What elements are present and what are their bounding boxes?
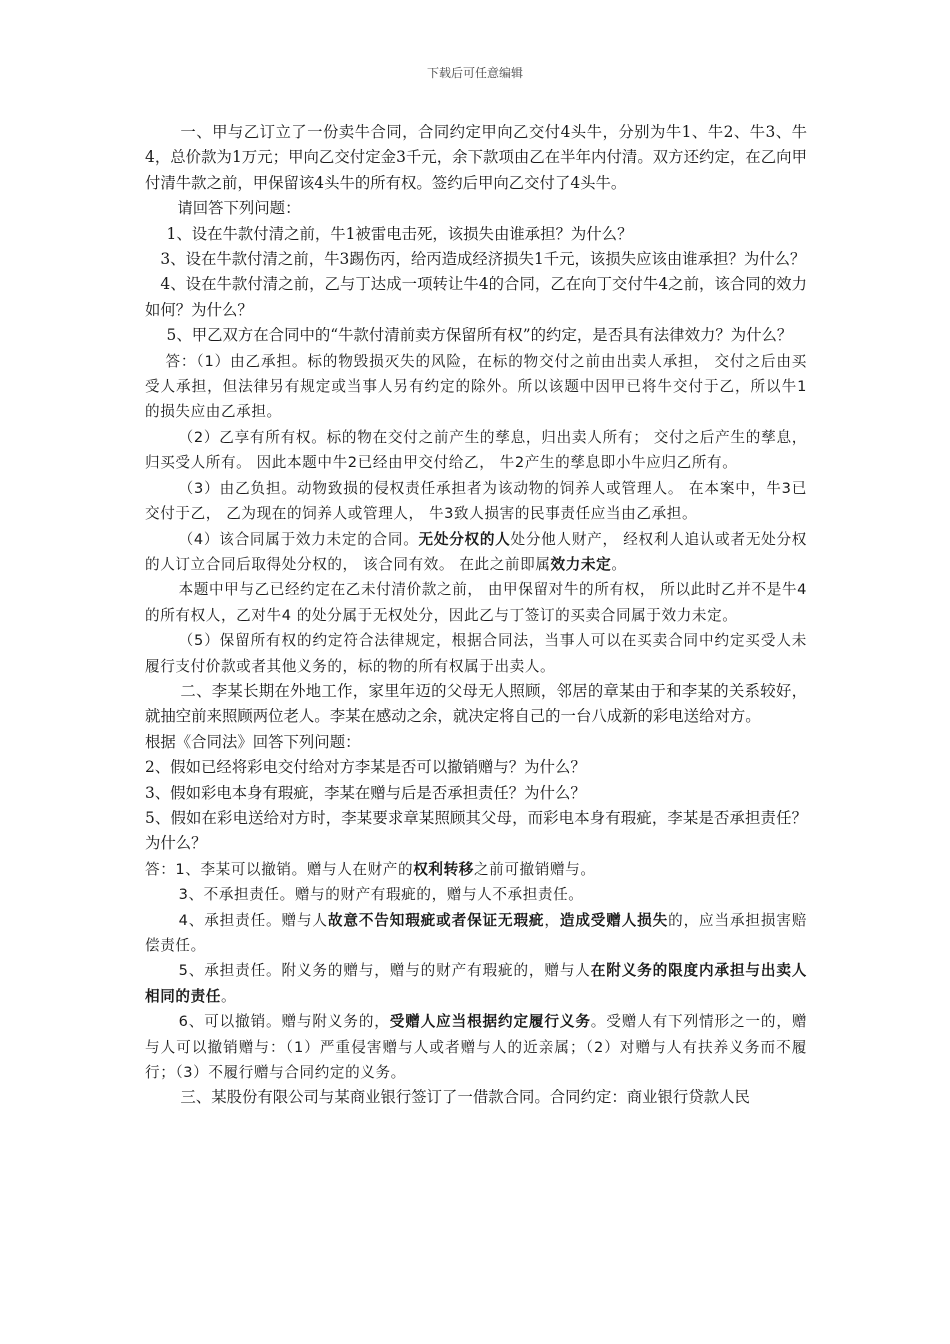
text-run: 根据《合同法》回答下列问题： [145,732,361,751]
paragraph [145,755,807,780]
text-run: 。 [611,555,627,573]
paragraph [145,781,807,806]
paragraph [145,247,807,272]
paragraph [145,349,807,425]
text-run: 答：（1）由乙承担。标的物毁损灭失的风险，在标的物交付之前由出卖人承担， 交付之后由买受人承担，但法律另有规定或当事人另有约定的除外。所以该题中因甲已将牛交付于乙，所以牛1的损失应由乙承担。 [145,352,807,421]
text-run: （3）由乙负担。动物致损的侵权责任承担者为该动物的饲养人或管理人。 在本案中，牛3已交付于乙， 乙为现在的饲养人或管理人， 牛3致人损害的民事责任应当由乙承担。 [145,479,807,523]
text-run: 。 [220,987,237,1005]
paragraph [145,272,807,323]
page-header: 下载后可任意编辑 [426,66,523,80]
text-run: 请回答下列问题： [177,199,301,218]
paragraph [145,857,807,882]
paragraph [145,577,807,628]
text-run: 的，应当承担损害赔偿责任。 [145,911,808,954]
paragraph [145,425,807,476]
text-run: 处分他人财产， 经权利人追认或者无处分权的人订立合同后取得处分权的， 该合同有效。 在此之前即属 [145,530,808,573]
text-run: （4）该合同属于效力未定的合同。 [178,530,419,548]
text-run: （5）保留所有权的约定符合法律规定，根据合同法，当事人可以在买卖合同中约定买受人未履行支付价款或者其他义务的，标的物的所有权属于出卖人。 [145,632,807,675]
text-run: 之前可撤销赠与。 [473,860,596,878]
bold-text: 权利转移 [413,860,474,878]
bold-text: 故意不告知瑕疵或者保证无瑕疵 [327,911,545,929]
text-run: 1、设在牛款付清之前，牛1被雷电击死，该损失由谁承担？为什么？ [166,224,633,243]
text-run: 4、设在牛款付清之前，乙与丁达成一项转让牛4的合同，乙在向丁交付牛4之前，该合同的效力如何？为什么？ [145,275,807,319]
bold-text: 在附义务的限度内承担与出卖人相同的责任 [145,962,807,1005]
paragraph [145,882,807,907]
document-body [145,120,807,1111]
text-run: 本题中甲与乙已经约定在乙未付清价款之前， 由甲保留对牛的所有权， 所以此时乙并不是牛4的所有权人，乙对牛4 的处分属于无权处分，因此乙与丁签订的买卖合同属于效力未定。 [145,581,807,624]
text-run: 6、可以撤销。赠与附义务的， [178,1013,390,1031]
bold-text: 造成受赠人损失 [559,911,669,929]
text-run: 答：1、李某可以撤销。赠与人在财产的 [145,860,414,878]
paragraph [145,908,807,959]
paragraph [145,628,807,679]
paragraph [145,527,807,578]
bold-text: 效力未定 [550,555,612,573]
text-run: 一、甲与乙订立了一份卖牛合同，合同约定甲向乙交付4头牛，分别为牛1、牛2、牛3、牛4，总价款为1万元；甲向乙交付定金3千元，余下款项由乙在半年内付清。双方还约定，在乙向甲付清牛款之前，甲保留该4头牛的所有权。签约后甲向乙交付了4头牛。 [145,123,807,192]
paragraph [145,196,807,221]
paragraph [145,679,807,730]
text-run: 3、假如彩电本身有瑕疵，李某在赠与后是否承担责任？为什么？ [145,783,586,802]
text-run: 5、甲乙双方在合同中的“牛款付清前卖方保留所有权”的约定，是否具有法律效力？为什么？ [166,326,793,345]
text-run: 5、假如在彩电送给对方时，李某要求章某照顾其父母，而彩电本身有瑕疵，李某是否承担责任？为什么？ [145,808,807,853]
text-run: 3、不承担责任。赠与的财产有瑕疵的，赠与人不承担责任。 [178,886,584,904]
text-run: 。受赠人有下列情形之一的，赠与人可以撤销赠与：（1）严重侵害赠与人或者赠与人的近亲属；（2）对赠与人有扶养义务而不履行；（3）不履行赠与合同约定的义务。 [145,1013,808,1082]
paragraph [145,958,807,1009]
text-run: 4、承担责任。赠与人 [178,911,328,929]
paragraph [145,1009,807,1085]
paragraph [145,730,807,755]
paragraph [145,1085,807,1110]
text-run: （2）乙享有所有权。标的物在交付之前产生的孳息，归出卖人所有； 交付之后产生的孳息， 归买受人所有。 因此本题中牛2已经由甲交付给乙， 牛2产生的孳息即小牛应归乙所有。 [145,428,807,472]
paragraph [145,222,807,247]
paragraph [145,476,807,527]
text-run: 三、某股份有限公司与某商业银行签订了一借款合同。合同约定：商业银行贷款人民 [180,1088,750,1107]
paragraph [145,120,807,196]
bold-text: 无处分权的人 [418,530,511,548]
paragraph [145,806,807,857]
paragraph [145,323,807,348]
bold-text: 受赠人应当根据约定履行义务 [389,1013,591,1031]
text-run: 3、设在牛款付清之前，牛3踢伤丙，给丙造成经济损失1千元，该损失应该由谁承担？为什么？ [160,250,806,269]
text-run: 2、假如已经将彩电交付给对方李某是否可以撤销赠与？为什么？ [145,758,586,777]
text-run: ， [544,911,560,929]
text-run: 二、李某长期在外地工作，家里年迈的父母无人照顾，邻居的章某由于和李某的关系较好，就抽空前来照顾两位老人。李某在感动之余，就决定将自己的一台八成新的彩电送给对方。 [145,681,807,726]
text-run: 5、承担责任。附义务的赠与，赠与的财产有瑕疵的，赠与人 [178,962,591,980]
